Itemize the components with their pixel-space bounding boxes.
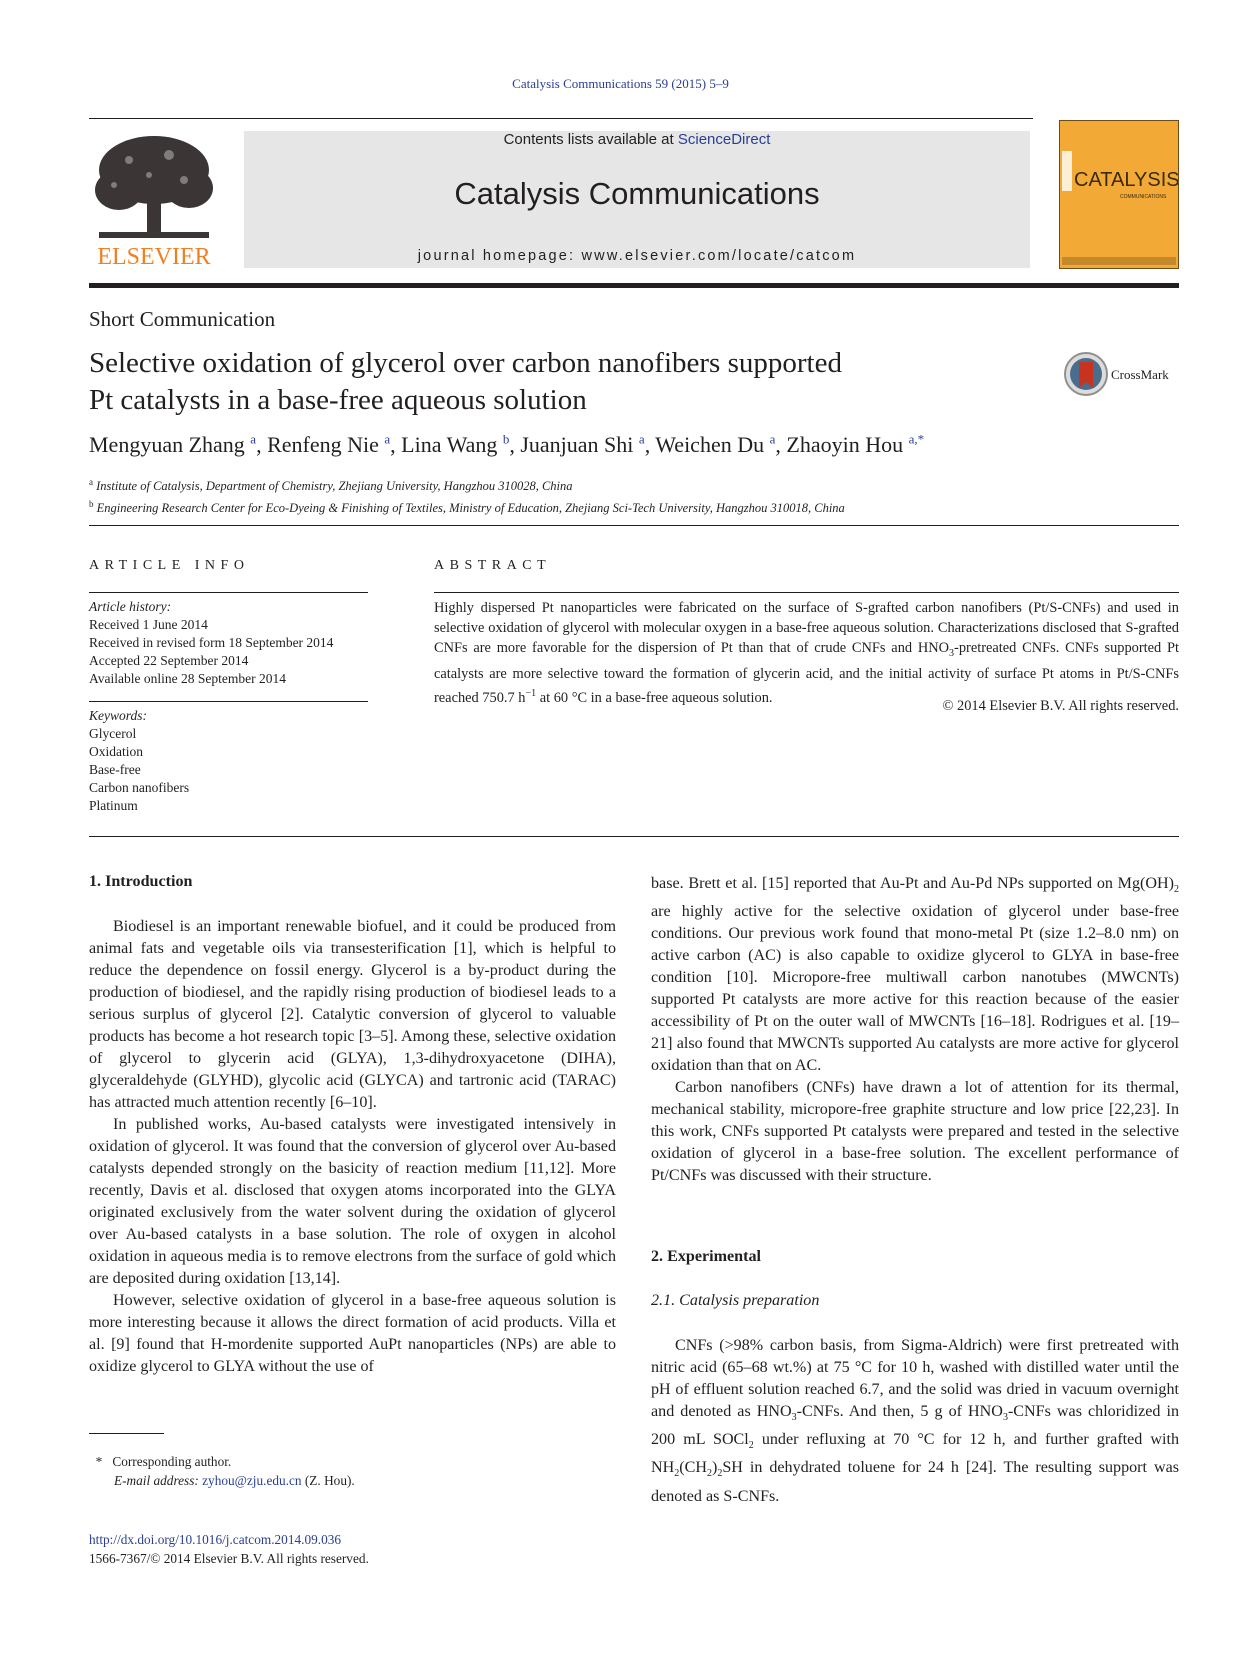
body-paragraph: However, selective oxidation of glycerol in a base-free aqueous solution is more interesting because it allows the direct formation of acid products. Villa et al. [9] found that H-mordenite supported AuPt nanoparticles (NPs) are able to oxidize glycerol to GLYA without the use of bbox=[89, 1292, 616, 1375]
affiliation-a: $^a$ Institute of Catalysis, Department of Chemistry, Zhejiang University, Hangzhou 310028, China bbox=[89, 477, 573, 494]
keyword: Carbon nanofibers bbox=[89, 780, 190, 795]
article-footer bbox=[89, 1530, 369, 1568]
history-item: Received 1 June 2014 bbox=[89, 617, 208, 632]
header-bottom-rule bbox=[89, 283, 1179, 288]
info-rule bbox=[89, 701, 368, 702]
contents-prefix: Contents lists available at bbox=[503, 131, 678, 148]
author-email-link[interactable]: zyhou@zju.edu.cn bbox=[202, 1473, 302, 1488]
section-heading-introduction: 1. Introduction bbox=[89, 873, 193, 890]
body-right-column bbox=[651, 873, 1179, 1187]
keyword: Platinum bbox=[89, 798, 138, 813]
journal-citation-link[interactable]: Catalysis Communications 59 (2015) 5–9 bbox=[512, 76, 729, 91]
svg-text:CATALYSIS: CATALYSIS bbox=[1074, 169, 1178, 191]
article-history bbox=[89, 598, 333, 688]
corresponding-author-footnote bbox=[89, 1452, 355, 1490]
journal-cover-thumbnail[interactable] bbox=[1059, 120, 1179, 269]
affiliations bbox=[89, 473, 1139, 517]
history-item: Available online 28 September 2014 bbox=[89, 671, 286, 686]
author[interactable]: Renfeng Nie $^a$ bbox=[267, 432, 391, 458]
keyword: Glycerol bbox=[89, 726, 137, 741]
author-list: Mengyuan Zhang $^a$, Renfeng Nie $^a$, Lina Wang $^b$, Juanjuan Shi $^a$, Weichen Du $^a$, Zhaoyin Hou $^{a,*}$ bbox=[89, 432, 925, 458]
title-line-2: Pt catalysts in a base-free aqueous solution bbox=[89, 384, 587, 416]
body-paragraph: Biodiesel is an important renewable biofuel, and it could be produced from animal fats and vegetable oils via transesterification [1], which is helpful to reduce the dependence on fossil energy. Glycerol is a by-product during the production of biodiesel, and the rapidly rising production of biodiesel leads to a serious surplus of glycerol [2]. Catalytic conversion of glycerol to valuable products has become a hot research topic [3–5]. Among these, selective oxidation of glycerol to glycerin acid (GLYA), 1,3-dihydroxyacetone (DIHA), glyceraldehyde (GLYHD), glycolic acid (GLYCA) and tartronic acid (TARAC) has attracted much attention recently [6–10]. bbox=[89, 918, 616, 1111]
article-type: Short Communication bbox=[89, 307, 276, 331]
body-right-column-experimental bbox=[651, 1335, 1179, 1508]
journal-homepage-link[interactable]: journal homepage: www.elsevier.com/locate/catcom bbox=[417, 248, 857, 264]
cover-image bbox=[1060, 121, 1178, 268]
section-divider bbox=[89, 525, 1179, 526]
subsection-heading-catalysis-preparation: 2.1. Catalysis preparation bbox=[651, 1292, 820, 1309]
issn-line: 1566-7367/© 2014 Elsevier B.V. All rights reserved. bbox=[89, 1551, 369, 1566]
body-paragraph: Carbon nanofibers (CNFs) have drawn a lot of attention for its thermal, mechanical stability, micropore-free graphite structure and low price [22,23]. In this work, CNFs supported Pt catalysts were prepared and tested in the selective oxidation of glycerol in a base-free solution. The excellent performance of Pt/CNFs was discussed with their structure. bbox=[651, 1079, 1179, 1185]
author[interactable]: Juanjuan Shi $^a$ bbox=[520, 432, 645, 458]
author[interactable]: Zhaoyin Hou $^{a,*}$ bbox=[786, 432, 925, 458]
section-heading-experimental: 2. Experimental bbox=[651, 1248, 761, 1265]
affiliation-b: $^b$ Engineering Research Center for Eco-Dyeing & Finishing of Textiles, Ministry of Education, Zhejiang Sci-Tech University, Hangzhou 310018, China bbox=[89, 499, 845, 516]
sciencedirect-link[interactable]: ScienceDirect bbox=[677, 131, 771, 148]
footnote-rule bbox=[89, 1433, 164, 1434]
author[interactable]: Lina Wang $^b$ bbox=[401, 432, 510, 458]
footnote-email-line: E-mail address: zyhou@zju.edu.cn (Z. Hou). bbox=[114, 1473, 355, 1488]
info-rule bbox=[89, 592, 368, 593]
abstract-rule bbox=[434, 592, 1179, 593]
journal-name: Catalysis Communications bbox=[454, 176, 820, 211]
abstract-text: Highly dispersed Pt nanoparticles were fabricated on the surface of S-grafted carbon nanofibers (Pt/S-CNFs) and used in selective oxidation of glycerol with molecular oxygen in a base-free aqueous solution. Characterizations disclosed that S-grafted CNFs are more favorable for the dispersion of Pt than that of crude CNFs and $HNO_3$-pretreated CNFs. CNFs supported Pt catalysts are more selective toward the formation of glycerin acid, and the initial activity of surface Pt atoms in Pt/S-CNFs reached 750.7 $h^{-1}$ at 60 °C in a base-free aqueous solution. bbox=[434, 600, 1180, 706]
crossmark-icon bbox=[1063, 351, 1185, 397]
abstract-copyright: © 2014 Elsevier B.V. All rights reserved. bbox=[942, 698, 1179, 714]
title-line-1: Selective oxidation of glycerol over carbon nanofibers supported bbox=[89, 347, 842, 379]
body-left-column bbox=[89, 916, 616, 1378]
article-info-heading: ARTICLE INFO bbox=[89, 558, 250, 573]
abstract-heading: ABSTRACT bbox=[434, 558, 552, 573]
svg-text:COMMUNICATIONS: COMMUNICATIONS bbox=[1120, 194, 1167, 200]
keyword: Base-free bbox=[89, 762, 141, 777]
keyword: Oxidation bbox=[89, 744, 143, 759]
history-item: Accepted 22 September 2014 bbox=[89, 653, 249, 668]
body-paragraph: In published works, Au-based catalysts were investigated intensively in oxidation of glycerol. It was found that the conversion of glycerol over Au-based catalysts depended strongly on the basicity of reaction medium [11,12]. More recently, Davis et al. disclosed that oxygen atoms incorporated into the GLYA originated exclusively from the water solvent during the oxidation of glycerol over Au-based catalysts in a base solution. The role of oxygen in alcohol oxidation in aqueous media is to remove electrons from the surface of gold which are deposited during oxidation [13,14]. bbox=[89, 1116, 616, 1287]
svg-text:ELSEVIER: ELSEVIER bbox=[97, 244, 211, 270]
body-paragraph: base. Brett et al. [15] reported that Au-Pt and Au-Pd NPs supported on $Mg(OH)_2$ are highly active for the selective oxidation of glycerol under base-free conditions. Our previous work found that mono-metal Pt (size 1.2–8.0 nm) on active carbon (AC) is also capable to oxidize glycerol to GLYA in base-free condition [10]. Micropore-free multiwall carbon nanotubes (MWCNTs) supported Pt catalysts are more active for this reaction because of the easier accessibility of Pt on the outer wall of MWCNTs [16–18]. Rodrigues et al. [19–21] also found that MWCNTs supported Au catalysts are more active for glycerol oxidation than that on AC. bbox=[651, 875, 1179, 1075]
body-paragraph: CNFs (>98% carbon basis, from Sigma-Aldrich) were first pretreated with nitric acid (65–68 wt.%) at 75 °C for 10 h, washed with distilled water until the pH of effluent solution reached 6.7, and the solid was dried in vacuum overnight and denoted as $HNO_3$-CNFs. And then, 5 g of $HNO_3$-CNFs was chloridized in 200 mL SOCl$_2$ under refluxing at 70 °C for 12 h, and further grafted with $NH_2(CH_2)_2SH$ in dehydrated toluene for 24 h [24]. The resulting support was denoted as S-CNFs. bbox=[651, 1337, 1180, 1505]
author[interactable]: Mengyuan Zhang $^a$ bbox=[89, 432, 257, 458]
article-title bbox=[89, 345, 989, 419]
footnote-line: * Corresponding author. bbox=[95, 1454, 232, 1469]
svg-text:CrossMark: CrossMark bbox=[1111, 367, 1169, 382]
keywords-label: Keywords: bbox=[89, 708, 147, 723]
header-top-rule bbox=[89, 118, 1033, 119]
keywords bbox=[89, 707, 189, 815]
history-item: Received in revised form 18 September 2014 bbox=[89, 635, 334, 650]
contents-available-line bbox=[244, 131, 1030, 148]
section-divider bbox=[89, 836, 1179, 837]
crossmark-badge[interactable] bbox=[1063, 351, 1185, 397]
elsevier-tree-icon bbox=[89, 130, 219, 270]
doi-link[interactable]: http://dx.doi.org/10.1016/j.catcom.2014.09.036 bbox=[89, 1532, 342, 1547]
history-label: Article history: bbox=[89, 599, 172, 614]
elsevier-logo bbox=[89, 130, 219, 270]
author[interactable]: Weichen Du $^a$ bbox=[655, 432, 776, 458]
